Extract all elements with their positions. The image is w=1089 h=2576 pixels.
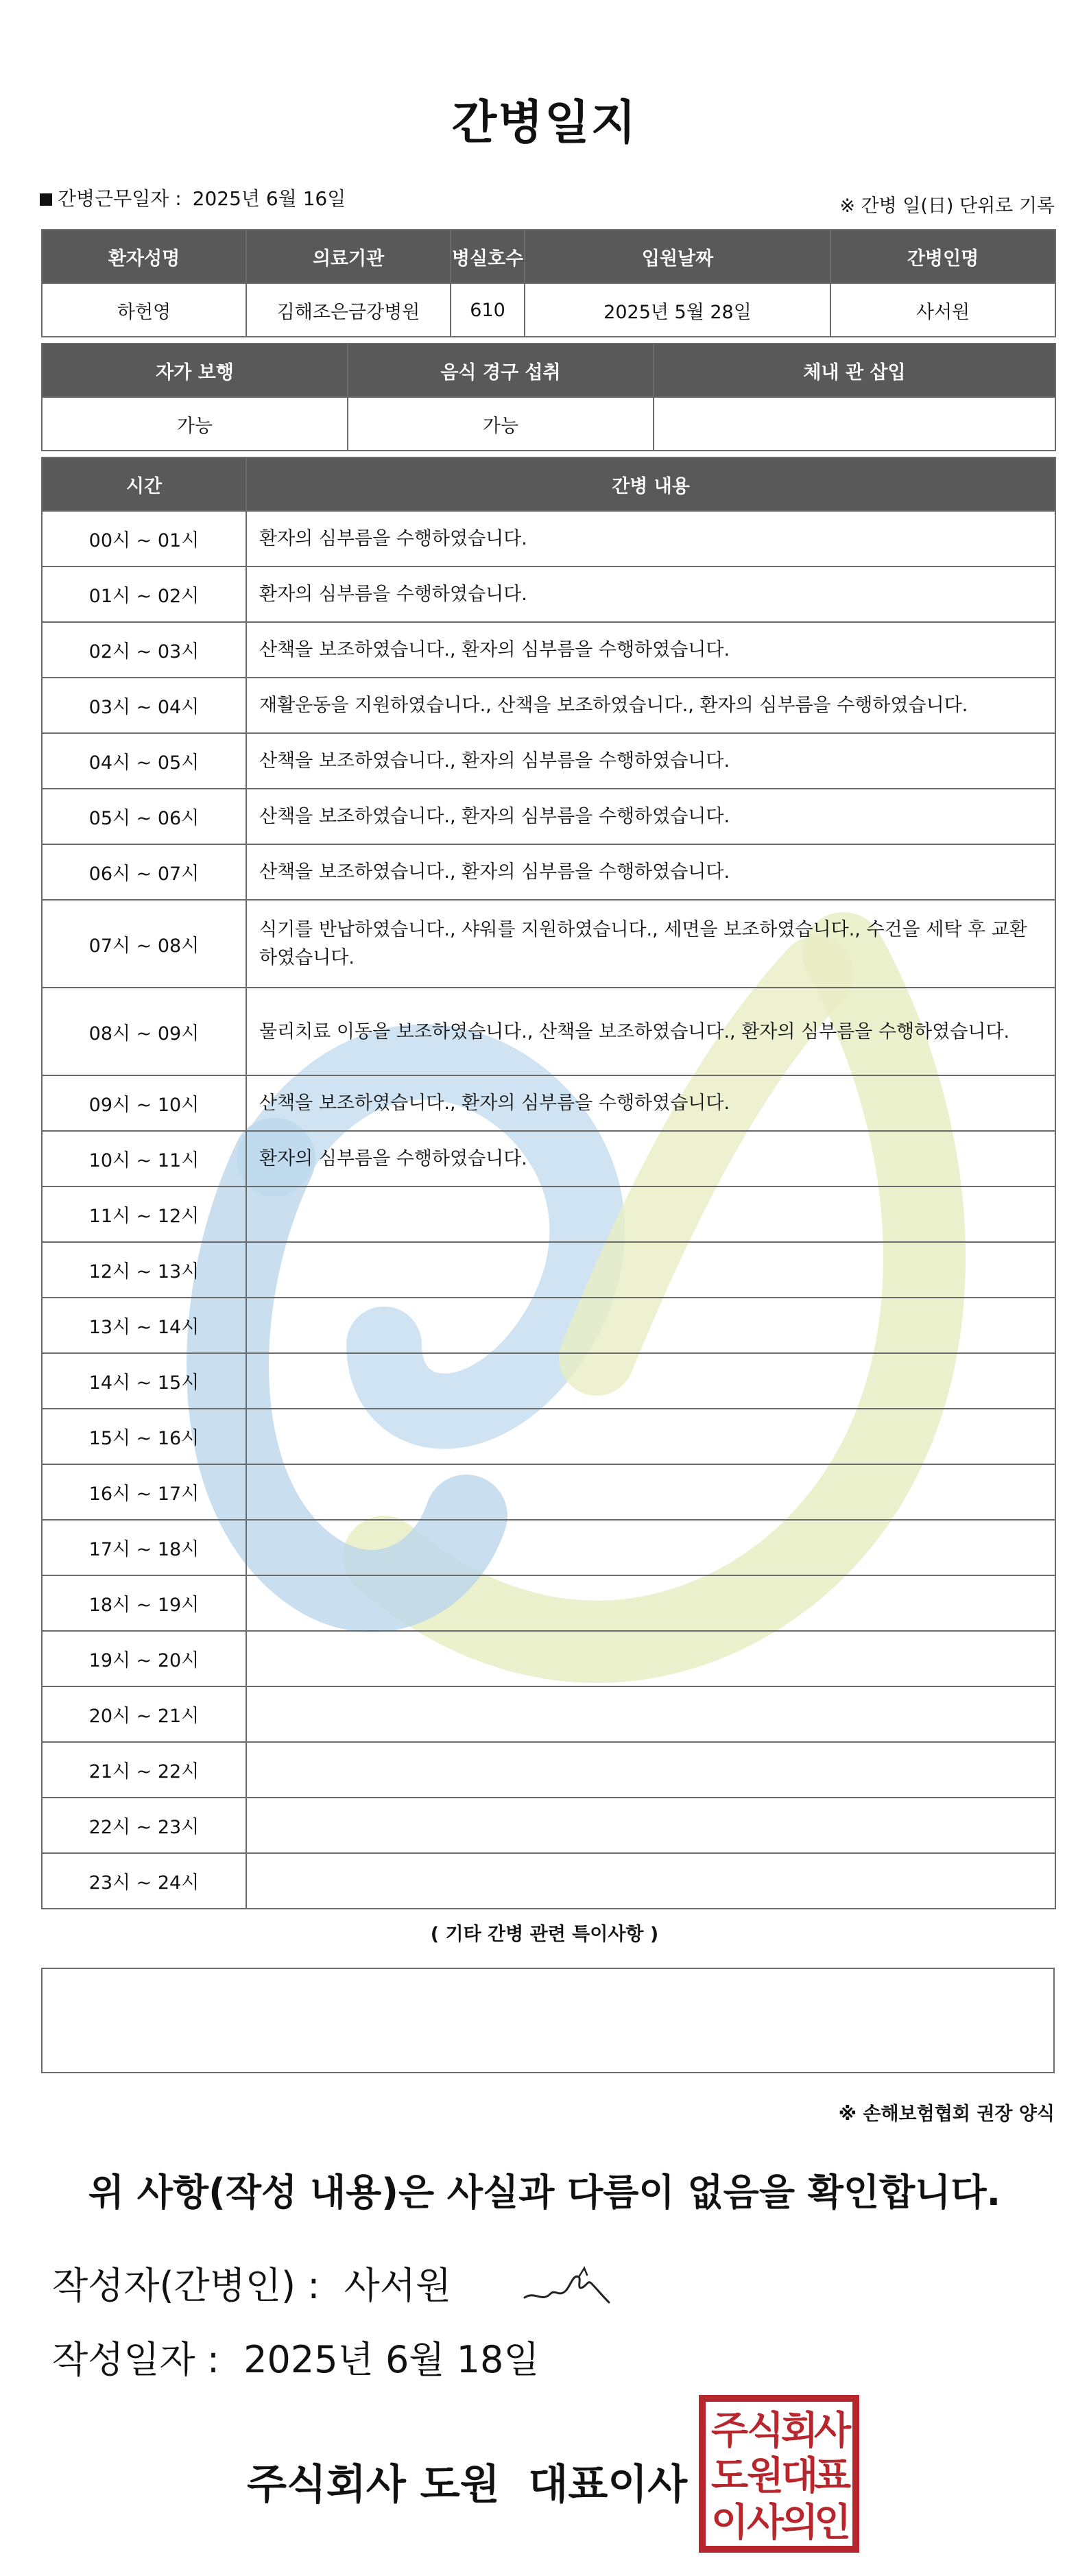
svg-text:도: 도 [710,2454,749,2499]
table-row [42,900,1055,988]
header-admission-date: 입원날짜 [525,230,830,283]
patient-status-value-row [42,397,1055,451]
time-slot: 00시 ~ 01시 [42,511,246,567]
time-slot: 17시 ~ 18시 [42,1520,246,1575]
svg-text:대: 대 [780,2454,819,2499]
confirmation-statement: 위 사항(작성 내용)은 사실과 다름이 없음을 확인합니다. [88,2171,1001,2214]
writer-name: 사서원 [344,2264,452,2307]
table-row [42,1075,1055,1131]
time-slot: 08시 ~ 09시 [42,988,246,1075]
admission-date: 2025년 5월 28일 [525,283,830,337]
care-content: 산책을 보조하였습니다., 환자의 심부름을 수행하였습니다. [246,789,1055,844]
care-content: 물리치료 이동을 보조하였습니다., 산책을 보조하였습니다., 환자의 심부름을 수행하였습니다. [246,988,1055,1075]
company-representative: 주식회사 도원 대표이사 [247,2461,688,2509]
time-slot: 04시 ~ 05시 [42,733,246,789]
time-slot: 07시 ~ 08시 [42,900,246,988]
work-date-value: 2025년 6월 16일 [192,187,346,210]
time-slot: 06시 ~ 07시 [42,844,246,900]
table-row [42,1798,1055,1853]
time-slot: 22시 ~ 23시 [42,1798,246,1853]
care-content: 산책을 보조하였습니다., 환자의 심부름을 수행하였습니다. [246,1075,1055,1131]
care-content [246,1353,1055,1409]
table-row [42,789,1055,844]
table-row [42,1686,1055,1742]
remarks-title: ( 기타 간병 관련 특이사항 ) [430,1924,659,1945]
header-self-walking: 자가 보행 [42,344,348,397]
table-row [42,988,1055,1075]
patient-info-value-row [42,283,1055,337]
care-log-header-row [42,457,1055,511]
patient-status-table [41,343,1056,451]
table-row [42,1186,1055,1242]
table-row [42,1131,1055,1186]
care-content: 환자의 심부름을 수행하였습니다. [246,511,1055,567]
svg-text:이: 이 [710,2501,749,2545]
svg-text:회: 회 [780,2409,819,2453]
care-content [246,1409,1055,1464]
table-row [42,1464,1055,1520]
patient-name: 하헌영 [42,283,246,337]
time-slot: 18시 ~ 19시 [42,1575,246,1631]
table-row [42,1853,1055,1909]
care-content [246,1798,1055,1853]
header-time: 시간 [42,457,246,511]
time-slot: 09시 ~ 10시 [42,1075,246,1131]
hospital-name: 김해조은금강병원 [246,283,451,337]
company-seal [698,2394,860,2553]
care-content [246,1853,1055,1909]
table-row [42,1742,1055,1798]
time-slot: 02시 ~ 03시 [42,622,246,678]
header-tube-insertion: 체내 관 삽입 [654,344,1055,397]
care-content [246,1742,1055,1798]
care-content: 산책을 보조하였습니다., 환자의 심부름을 수행하였습니다. [246,622,1055,678]
svg-text:원: 원 [746,2454,785,2499]
standard-form-note: ※ 손해보험협회 권장 양식 [838,2103,1055,2125]
time-slot: 01시 ~ 02시 [42,567,246,622]
svg-text:식: 식 [746,2409,785,2453]
written-date-label: 작성일자 : [52,2338,220,2381]
header-patient-name: 환자성명 [42,230,246,283]
table-row [42,678,1055,733]
table-row [42,844,1055,900]
svg-text:인: 인 [813,2501,852,2545]
time-slot: 05시 ~ 06시 [42,789,246,844]
svg-text:주: 주 [710,2409,749,2453]
work-date-label: 간병근무일자 : [58,187,182,210]
svg-text:의: 의 [780,2501,819,2545]
handwritten-signature [521,2260,617,2308]
svg-text:사: 사 [746,2501,785,2545]
work-date-line [40,184,346,211]
table-row [42,511,1055,567]
care-content: 산책을 보조하였습니다., 환자의 심부름을 수행하였습니다. [246,844,1055,900]
time-slot: 20시 ~ 21시 [42,1686,246,1742]
document-title: 간병일지 [451,96,638,150]
care-content [246,1464,1055,1520]
care-content [246,1298,1055,1353]
time-slot: 16시 ~ 17시 [42,1464,246,1520]
table-row [42,622,1055,678]
header-care-content: 간병 내용 [246,457,1055,511]
time-slot: 11시 ~ 12시 [42,1186,246,1242]
time-slot: 13시 ~ 14시 [42,1298,246,1353]
oral-intake-value: 가능 [348,397,654,451]
time-slot: 19시 ~ 20시 [42,1631,246,1686]
header-oral-intake: 음식 경구 섭취 [348,344,654,397]
svg-text:표: 표 [813,2454,852,2499]
care-content [246,1631,1055,1686]
caregiver-name: 사서원 [830,283,1055,337]
patient-info-header-row [42,230,1055,283]
care-content: 환자의 심부름을 수행하였습니다. [246,1131,1055,1186]
writer-line [52,2256,451,2309]
care-content: 환자의 심부름을 수행하였습니다. [246,567,1055,622]
time-slot: 12시 ~ 13시 [42,1242,246,1298]
care-content: 산책을 보조하였습니다., 환자의 심부름을 수행하였습니다. [246,733,1055,789]
table-row [42,1409,1055,1464]
patient-status-header-row [42,344,1055,397]
patient-info-table [41,229,1056,337]
time-slot: 03시 ~ 04시 [42,678,246,733]
header-hospital: 의료기관 [246,230,451,283]
care-content: 재활운동을 지원하였습니다., 산책을 보조하였습니다., 환자의 심부름을 수행하였습니다. [246,678,1055,733]
writer-label: 작성자(간병인) : [52,2264,320,2307]
time-slot: 15시 ~ 16시 [42,1409,246,1464]
care-content [246,1520,1055,1575]
tube-insertion-value [654,397,1055,451]
care-content [246,1186,1055,1242]
written-date-value: 2025년 6월 18일 [243,2338,540,2381]
table-row [42,1298,1055,1353]
svg-text:사: 사 [813,2409,852,2453]
header-room-number: 병실호수 [451,230,525,283]
table-row [42,567,1055,622]
written-date-line [52,2330,540,2383]
care-log-table [41,457,1056,1909]
care-content: 식기를 반납하였습니다., 샤워를 지원하였습니다., 세면을 보조하였습니다., 수건을 세탁 후 교환하였습니다. [246,900,1055,988]
care-content [246,1575,1055,1631]
table-row [42,1575,1055,1631]
table-row [42,1242,1055,1298]
unit-note: ※ 간병 일(日) 단위로 기록 [839,195,1055,217]
time-slot: 21시 ~ 22시 [42,1742,246,1798]
remarks-box [41,1968,1055,2073]
table-row [42,733,1055,789]
table-row [42,1520,1055,1575]
time-slot: 14시 ~ 15시 [42,1353,246,1409]
care-content [246,1686,1055,1742]
self-walking-value: 가능 [42,397,348,451]
room-number: 610 [451,283,525,337]
header-caregiver-name: 간병인명 [830,230,1055,283]
table-row [42,1353,1055,1409]
care-content [246,1242,1055,1298]
table-row [42,1631,1055,1686]
square-bullet-icon [40,193,52,206]
time-slot: 23시 ~ 24시 [42,1853,246,1909]
time-slot: 10시 ~ 11시 [42,1131,246,1186]
